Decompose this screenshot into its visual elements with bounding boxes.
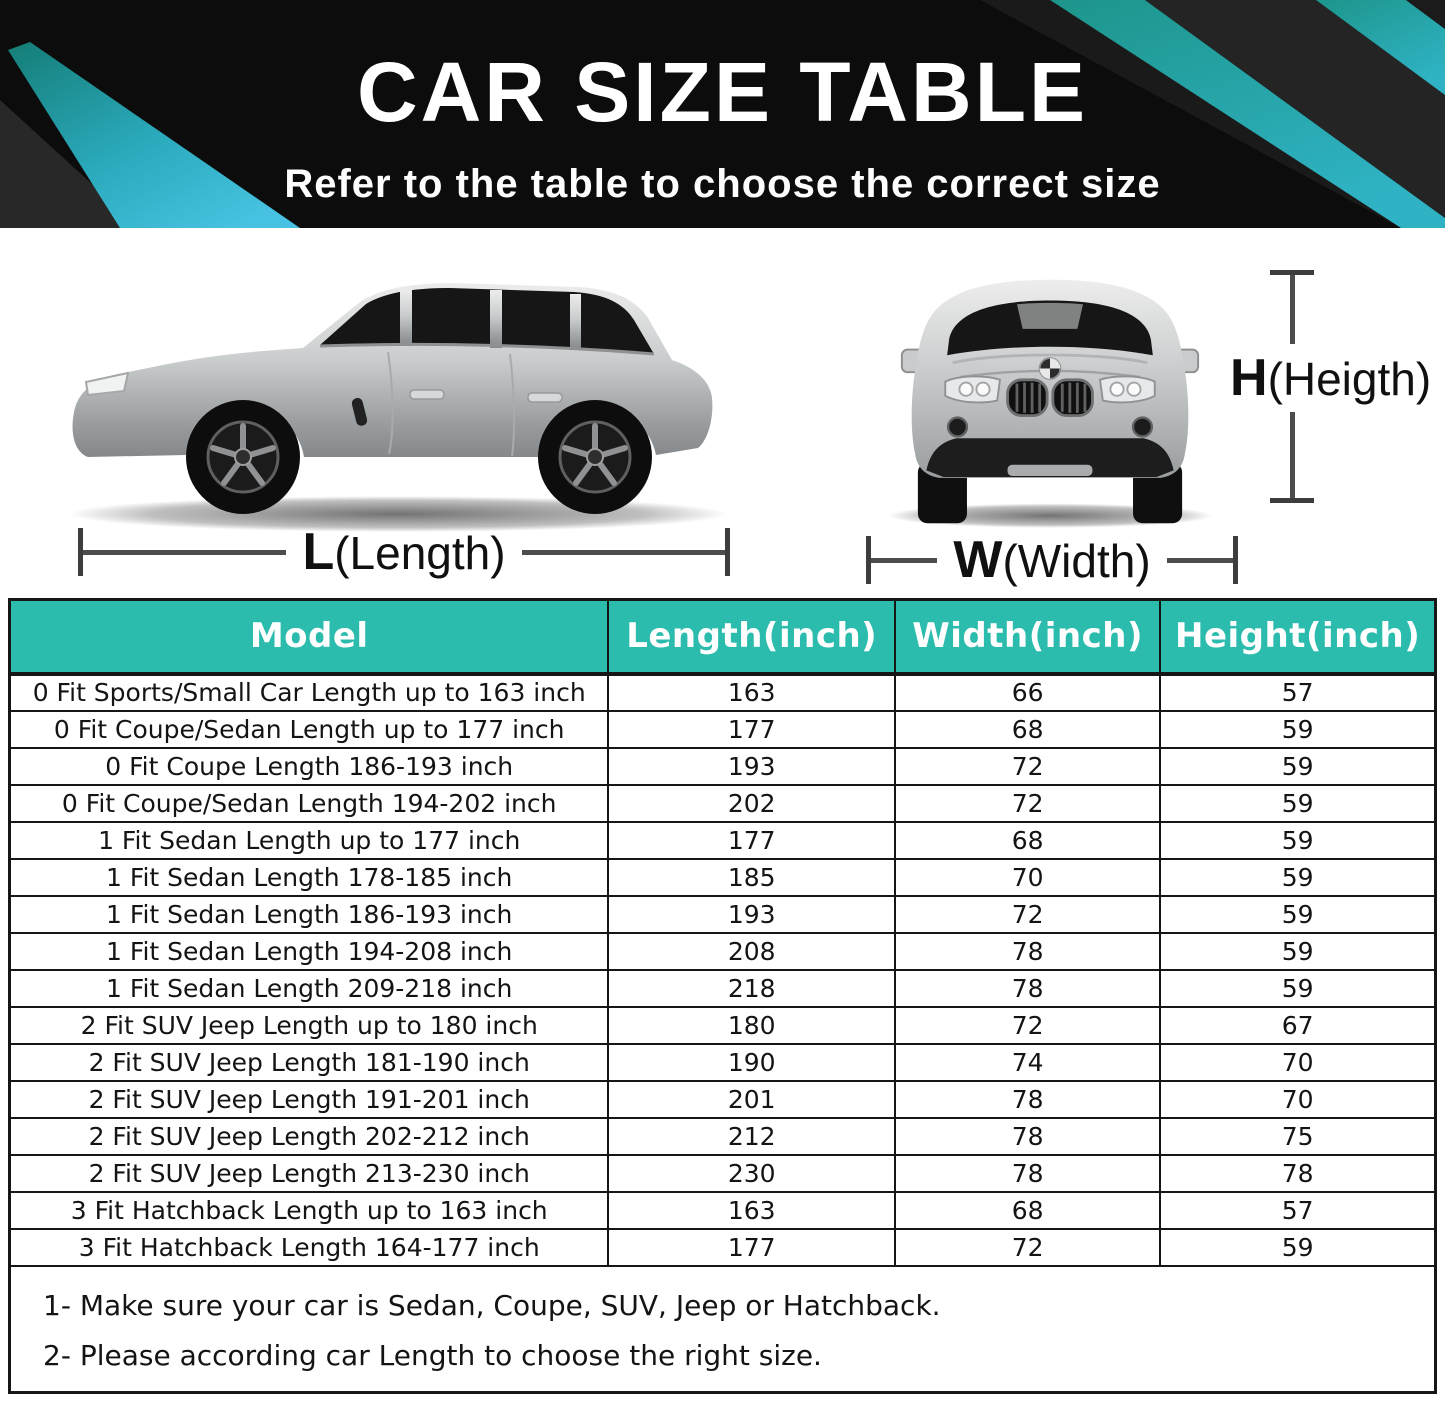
cell-height: 67 <box>1160 1007 1435 1044</box>
table-row <box>10 822 1436 859</box>
table-row <box>10 1081 1436 1118</box>
cell-model: 2 Fit SUV Jeep Length up to 180 inch <box>10 1007 609 1044</box>
cell-length: 208 <box>608 933 895 970</box>
cell-width: 70 <box>895 859 1160 896</box>
cell-model: 2 Fit SUV Jeep Length 191-201 inch <box>10 1081 609 1118</box>
cell-height: 57 <box>1160 674 1435 711</box>
cell-length: 163 <box>608 674 895 711</box>
cell-height: 78 <box>1160 1155 1435 1192</box>
cell-width: 78 <box>895 1118 1160 1155</box>
dimension-line <box>871 558 937 563</box>
cell-height: 59 <box>1160 933 1435 970</box>
table-row <box>10 1155 1436 1192</box>
cell-model: 3 Fit Hatchback Length up to 163 inch <box>10 1192 609 1229</box>
length-dimension <box>78 522 730 582</box>
cell-height: 59 <box>1160 822 1435 859</box>
page-subtitle: Refer to the table to choose the correct size <box>284 162 1161 206</box>
cell-height: 57 <box>1160 1192 1435 1229</box>
cell-model: 1 Fit Sedan Length 178-185 inch <box>10 859 609 896</box>
table-row <box>10 859 1436 896</box>
cell-height: 59 <box>1160 859 1435 896</box>
dimension-line <box>522 550 725 555</box>
note-2: 2- Please according car Length to choose the right size. <box>43 1338 822 1372</box>
cell-width: 78 <box>895 1081 1160 1118</box>
length-label-word: (Length) <box>334 527 506 579</box>
cell-width: 78 <box>895 933 1160 970</box>
cell-length: 185 <box>608 859 895 896</box>
dimension-tick <box>1233 536 1238 584</box>
cell-model: 2 Fit SUV Jeep Length 181-190 inch <box>10 1044 609 1081</box>
dimension-line <box>1167 558 1233 563</box>
table-row <box>10 1192 1436 1229</box>
cell-height: 70 <box>1160 1081 1435 1118</box>
notes-row <box>10 1266 1436 1393</box>
cell-model: 1 Fit Sedan Length up to 177 inch <box>10 822 609 859</box>
cell-length: 177 <box>608 1229 895 1266</box>
cell-width: 72 <box>895 896 1160 933</box>
cell-width: 72 <box>895 1007 1160 1044</box>
cell-model: 0 Fit Sports/Small Car Length up to 163 inch <box>10 674 609 711</box>
cell-length: 212 <box>608 1118 895 1155</box>
cell-model: 1 Fit Sedan Length 194-208 inch <box>10 933 609 970</box>
column-header-length: Length(inch) <box>608 600 895 674</box>
car-side-view-image <box>58 242 738 542</box>
page-title: CAR SIZE TABLE <box>356 45 1089 139</box>
cell-length: 230 <box>608 1155 895 1192</box>
column-header-width: Width(inch) <box>895 600 1160 674</box>
banner <box>0 0 1445 228</box>
cell-model: 1 Fit Sedan Length 186-193 inch <box>10 896 609 933</box>
notes-cell <box>10 1266 1436 1393</box>
cell-height: 59 <box>1160 970 1435 1007</box>
cell-model: 2 Fit SUV Jeep Length 213-230 inch <box>10 1155 609 1192</box>
table-row <box>10 748 1436 785</box>
table-row <box>10 674 1436 711</box>
cell-width: 78 <box>895 970 1160 1007</box>
width-dimension <box>866 530 1238 590</box>
cell-width: 68 <box>895 711 1160 748</box>
cell-width: 68 <box>895 822 1160 859</box>
car-front-view-image <box>866 238 1234 531</box>
cell-model: 0 Fit Coupe/Sedan Length up to 177 inch <box>10 711 609 748</box>
car-diagram <box>0 228 1445 598</box>
cell-width: 68 <box>895 1192 1160 1229</box>
height-label <box>1224 344 1437 412</box>
table-row <box>10 1007 1436 1044</box>
table-row <box>10 1229 1436 1266</box>
table-row <box>10 1044 1436 1081</box>
cell-width: 72 <box>895 748 1160 785</box>
cell-model: 2 Fit SUV Jeep Length 202-212 inch <box>10 1118 609 1155</box>
cell-height: 59 <box>1160 711 1435 748</box>
table-row <box>10 785 1436 822</box>
cell-length: 218 <box>608 970 895 1007</box>
cell-length: 193 <box>608 896 895 933</box>
cell-model: 0 Fit Coupe/Sedan Length 194-202 inch <box>10 785 609 822</box>
rear-wheel <box>538 400 652 514</box>
cell-length: 201 <box>608 1081 895 1118</box>
table-row <box>10 896 1436 933</box>
length-label <box>286 522 521 582</box>
table-row <box>10 1118 1436 1155</box>
dimension-line <box>83 550 286 555</box>
table-header-row <box>10 600 1436 674</box>
length-label-letter: L <box>302 523 335 581</box>
cell-height: 59 <box>1160 896 1435 933</box>
cell-model: 0 Fit Coupe Length 186-193 inch <box>10 748 609 785</box>
cell-height: 70 <box>1160 1044 1435 1081</box>
cell-height: 59 <box>1160 1229 1435 1266</box>
dimension-tick <box>725 528 730 576</box>
cell-width: 66 <box>895 674 1160 711</box>
width-label-word: (Width) <box>1002 535 1151 587</box>
cell-length: 202 <box>608 785 895 822</box>
cell-length: 163 <box>608 1192 895 1229</box>
cell-height: 59 <box>1160 748 1435 785</box>
cell-length: 177 <box>608 822 895 859</box>
cell-height: 59 <box>1160 785 1435 822</box>
height-label-word: (Heigth) <box>1267 353 1432 405</box>
table-row <box>10 711 1436 748</box>
note-1: 1- Make sure your car is Sedan, Coupe, SUV, Jeep or Hatchback. <box>43 1288 941 1322</box>
height-label-letter: H <box>1230 349 1268 407</box>
cell-length: 177 <box>608 711 895 748</box>
cell-model: 1 Fit Sedan Length 209-218 inch <box>10 970 609 1007</box>
width-label-letter: W <box>953 531 1003 589</box>
cell-height: 75 <box>1160 1118 1435 1155</box>
table-row <box>10 970 1436 1007</box>
cell-width: 72 <box>895 1229 1160 1266</box>
front-wheel <box>186 400 300 514</box>
cell-width: 72 <box>895 785 1160 822</box>
table-body <box>10 674 1436 1266</box>
cell-length: 180 <box>608 1007 895 1044</box>
width-label <box>937 530 1166 590</box>
cell-length: 190 <box>608 1044 895 1081</box>
car-size-table <box>8 598 1437 1394</box>
cell-width: 78 <box>895 1155 1160 1192</box>
cell-model: 3 Fit Hatchback Length 164-177 inch <box>10 1229 609 1266</box>
cell-length: 193 <box>608 748 895 785</box>
cell-width: 74 <box>895 1044 1160 1081</box>
table-row <box>10 933 1436 970</box>
dimension-tick <box>1270 498 1314 503</box>
column-header-model: Model <box>10 600 609 674</box>
column-header-height: Height(inch) <box>1160 600 1435 674</box>
